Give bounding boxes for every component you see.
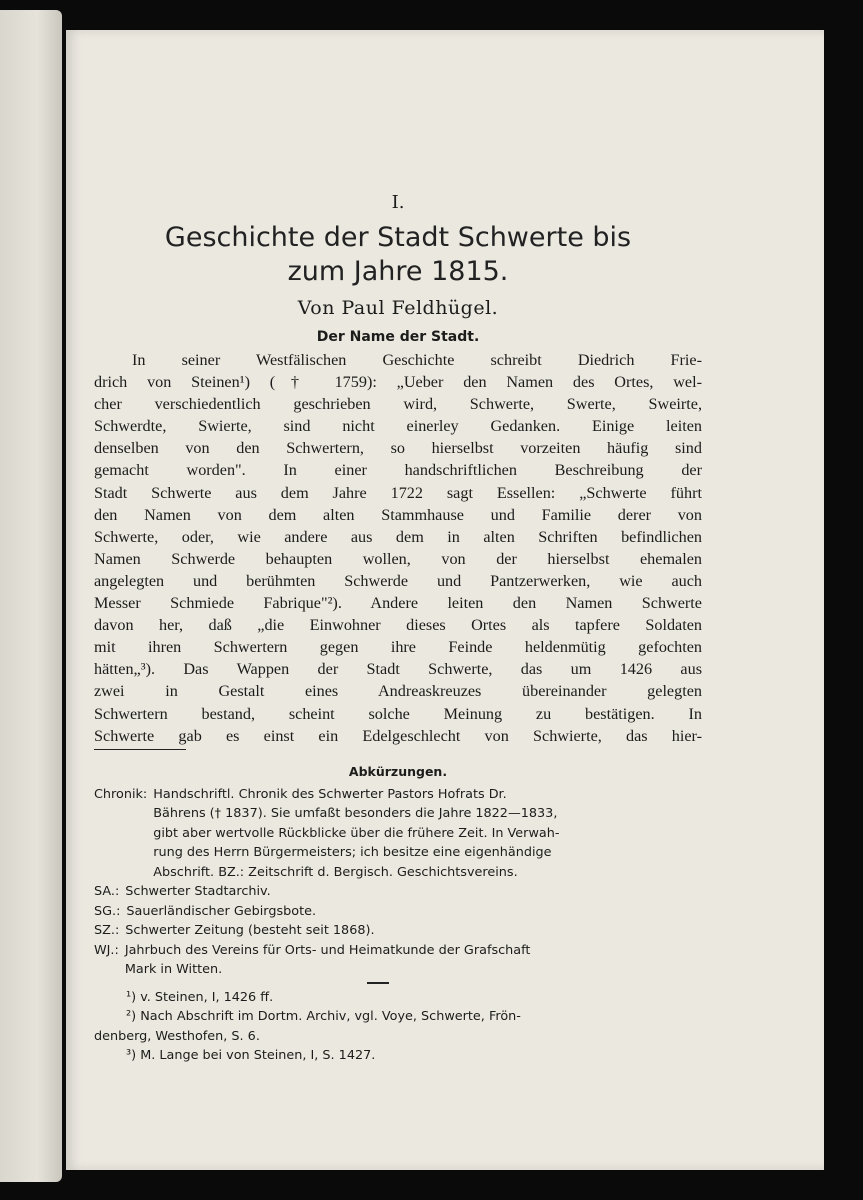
body-line: cher verschiedentlich geschrieben wird, Schwerte, Swerte, Sweirte,: [94, 395, 702, 414]
abbreviation-key: SG.:: [94, 903, 121, 919]
body-line: Schwerte gab es einst ein Edelgeschlecht von Schwierte, das hier-: [94, 726, 702, 745]
body-text: [94, 349, 702, 747]
abbreviation-value: [125, 921, 702, 941]
abbreviations-heading: Abkürzungen.: [348, 763, 448, 779]
section-heading: Der Name der Stadt.: [316, 329, 480, 345]
body-line: In seiner Westfälischen Geschichte schreibt Diedrich Frie-: [132, 351, 702, 369]
abbreviation-key: SZ.:: [94, 923, 120, 939]
abbreviation-line: Abschrift. BZ.: Zeitschrift d. Bergisch. Geschichtsvereins.: [153, 864, 518, 880]
body-line: angelegten und berühmten Schwerde und Pantzerwerken, wie auch: [94, 571, 702, 590]
body-line: zwei in Gestalt eines Andreaskreuzes übereinander gelegten: [94, 682, 702, 701]
body-line: denselben von den Schwertern, so hierselbst vorzeiten häufig sind: [94, 439, 702, 458]
chapter-title-line-1: Geschichte der Stadt Schwerte bis: [164, 222, 632, 253]
body-line: davon her, daß „die Einwohner dieses Ortes als tapfere Soldaten: [94, 616, 702, 635]
abbreviation-entry: [94, 921, 702, 941]
abbreviation-line: Sauerländischer Gebirgsbote.: [126, 903, 317, 919]
body-line: hätten„³). Das Wappen der Stadt Schwerte, das um 1426 aus: [94, 660, 702, 679]
abbreviation-value: [153, 785, 702, 883]
abbreviation-line: Mark in Witten.: [124, 962, 223, 978]
abbreviation-entry: [94, 941, 702, 980]
body-line: gemacht worden". In einer handschriftlichen Beschreibung der: [94, 461, 702, 480]
abbreviation-value: [125, 882, 702, 902]
footnote-line: ³) M. Lange bei von Steinen, I, S. 1427.: [126, 1048, 376, 1064]
chapter-title: [94, 221, 702, 289]
abbreviation-entry: [94, 902, 702, 922]
body-line: Messer Schmiede Fabrique"²). Andere leiten den Namen Schwerte: [94, 594, 702, 613]
footnote-line: denberg, Westhofen, S. 6.: [94, 1028, 260, 1044]
separator-dash: [367, 982, 389, 984]
abbreviations-list: [94, 785, 702, 980]
abbreviation-line: Schwerter Zeitung (besteht seit 1868).: [125, 923, 375, 939]
body-line: Schwerdte, Swierte, sind nicht einerley Gedanken. Einige leiten: [94, 417, 702, 436]
abbreviation-line: Schwerter Stadtarchiv.: [125, 884, 271, 900]
abbreviation-key: Chronik:: [94, 786, 148, 802]
abbreviation-line: Bährens († 1837). Sie umfaßt besonders die Jahre 1822—1833,: [153, 806, 558, 822]
abbreviation-line: rung des Herrn Bürgermeisters; ich besitze eine eigenhändige: [153, 845, 552, 861]
footnotes: [94, 988, 702, 1066]
body-line: Schwertern bestand, scheint solche Meinung zu bestätigen. In: [94, 704, 702, 723]
body-line: drich von Steinen¹) († 1759): „Ueber den Namen des Ortes, wel-: [94, 373, 702, 392]
chapter-number: I.: [391, 192, 405, 213]
footnote-rule: [94, 749, 186, 750]
abbreviation-line: gibt aber wertvolle Rückblicke über die frühere Zeit. In Verwah-: [153, 825, 560, 841]
abbreviation-line: Jahrbuch des Vereins für Orts- und Heimatkunde der Grafschaft: [124, 942, 531, 958]
abbreviation-entry: [94, 882, 702, 902]
body-line: Schwerte, oder, wie andere aus dem in alten Schriften befindlichen: [94, 527, 702, 546]
left-page-edge: [0, 10, 62, 1182]
footnote-line: ²) Nach Abschrift im Dortm. Archiv, vgl. Voye, Schwerte, Frön-: [126, 1009, 521, 1025]
abbreviation-value: [125, 941, 702, 980]
author-line: Von Paul Feldhügel.: [297, 297, 499, 319]
body-line: mit ihren Schwertern gegen ihre Feinde heldenmütig gefochten: [94, 638, 702, 657]
abbreviation-key: SA.:: [94, 884, 120, 900]
body-line: Stadt Schwerte aus dem Jahre 1722 sagt Essellen: „Schwerte führt: [94, 483, 702, 502]
body-line: Namen Schwerde behaupten wollen, von der hierselbst ehemalen: [94, 549, 702, 568]
body-line: den Namen von dem alten Stammhause und Familie derer von: [94, 505, 702, 524]
chapter-title-line-2: zum Jahre 1815.: [287, 256, 509, 287]
abbreviation-entry: [94, 785, 702, 883]
abbreviation-value: [126, 902, 702, 922]
abbreviation-key: WJ.:: [94, 942, 119, 958]
abbreviation-line: Handschriftl. Chronik des Schwerter Pastors Hofrats Dr.: [153, 786, 507, 802]
page-content: [94, 160, 702, 1066]
footnote-line: ¹) v. Steinen, I, 1426 ff.: [126, 989, 274, 1005]
